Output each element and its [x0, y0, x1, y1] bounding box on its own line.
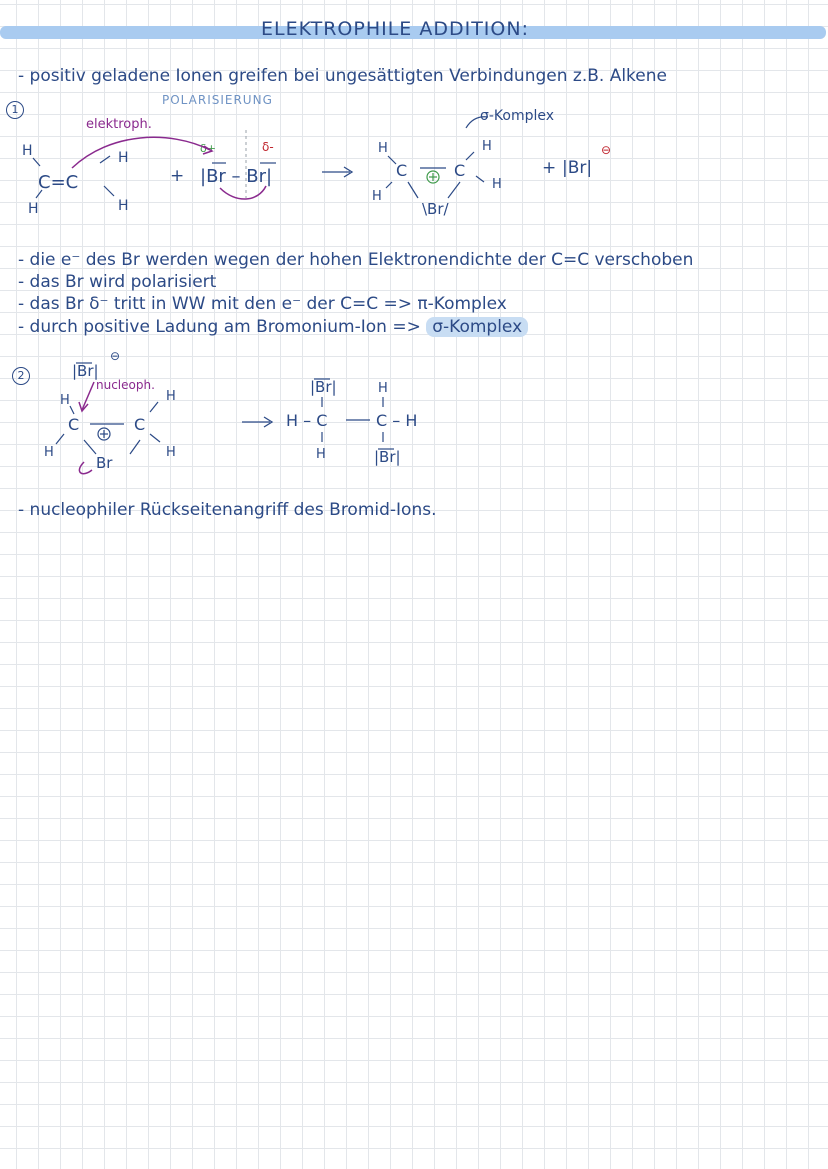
step-2-number: 2	[12, 367, 30, 385]
svg-text:C: C	[134, 415, 146, 434]
svg-text:H: H	[118, 150, 129, 166]
note-3: - das Br δ⁻ tritt in WW mit den e⁻ der C=C => π-Komplex	[18, 294, 507, 314]
step-1-number: 1	[6, 101, 24, 119]
svg-text:\Br/: \Br/	[422, 200, 449, 218]
note-4	[18, 317, 528, 337]
bromonium-ion	[372, 117, 502, 218]
bromonium-ion-2	[44, 349, 176, 474]
svg-text:H: H	[372, 189, 382, 204]
sigma-komplex-highlight: σ-Komplex	[426, 317, 528, 337]
svg-text:C: C	[454, 161, 466, 180]
svg-text:|Br|: |Br|	[72, 362, 99, 380]
electrophile-arrow	[72, 137, 210, 168]
svg-text:C: C	[396, 161, 408, 180]
note-1: - die e⁻ des Br werden wegen der hohen Elektronendichte der C=C verschoben	[18, 250, 694, 270]
bromide-charge: ⊖	[601, 143, 612, 157]
svg-text:H: H	[22, 143, 33, 159]
note-2: - das Br wird polarisiert	[18, 272, 217, 292]
svg-text:C: C	[68, 415, 80, 434]
ethene-molecule	[22, 143, 129, 217]
svg-text:H – C: H – C	[286, 411, 328, 430]
svg-text:C=C: C=C	[38, 172, 79, 193]
elektrophil-label: elektroph.	[86, 117, 152, 132]
svg-text:H: H	[492, 177, 502, 192]
bromine-molecule: |Br – Br|	[200, 166, 273, 187]
svg-text:H: H	[166, 445, 176, 460]
delta-minus-label: δ-	[262, 140, 274, 154]
bromide-ion: |Br|	[562, 158, 593, 178]
polarisierung-label: POLARISIERUNG	[162, 93, 273, 107]
conclusion-line: - nucleophiler Rückseitenangriff des Bromid-Ions.	[18, 500, 437, 520]
plus-sign-2: +	[542, 158, 557, 178]
delta-plus-label: δ+	[200, 142, 216, 155]
svg-text:C – H: C – H	[376, 411, 418, 430]
svg-text:|Br|: |Br|	[374, 448, 401, 466]
svg-text:H: H	[378, 381, 388, 396]
intro-line: - positiv geladene Ionen greifen bei ungesättigten Verbindungen z.B. Alkene	[18, 66, 667, 86]
svg-text:H: H	[118, 198, 129, 214]
reaction-arrow-1	[322, 167, 352, 177]
sigma-komplex-label: σ-Komplex	[480, 108, 555, 124]
svg-text:H: H	[316, 447, 326, 462]
svg-text:H: H	[28, 201, 39, 217]
polarization-arrow	[220, 186, 266, 199]
note-4-text: - durch positive Ladung am Bromonium-Ion =>	[18, 317, 421, 337]
svg-text:|Br|: |Br|	[310, 378, 337, 396]
svg-text:H: H	[60, 393, 70, 408]
reaction-arrow-2	[242, 417, 272, 427]
plus-sign-1: +	[170, 166, 185, 186]
dibromoethane-product	[286, 378, 417, 466]
svg-text:H: H	[378, 141, 388, 156]
svg-text:H: H	[482, 139, 492, 154]
svg-text:Br: Br	[96, 454, 113, 472]
page-title: ELEKTROPHILE ADDITION:	[261, 18, 529, 40]
nucleophil-label: nucleoph.	[96, 378, 155, 392]
svg-text:H: H	[166, 389, 176, 404]
svg-text:⊖: ⊖	[110, 349, 121, 363]
svg-text:H: H	[44, 445, 54, 460]
